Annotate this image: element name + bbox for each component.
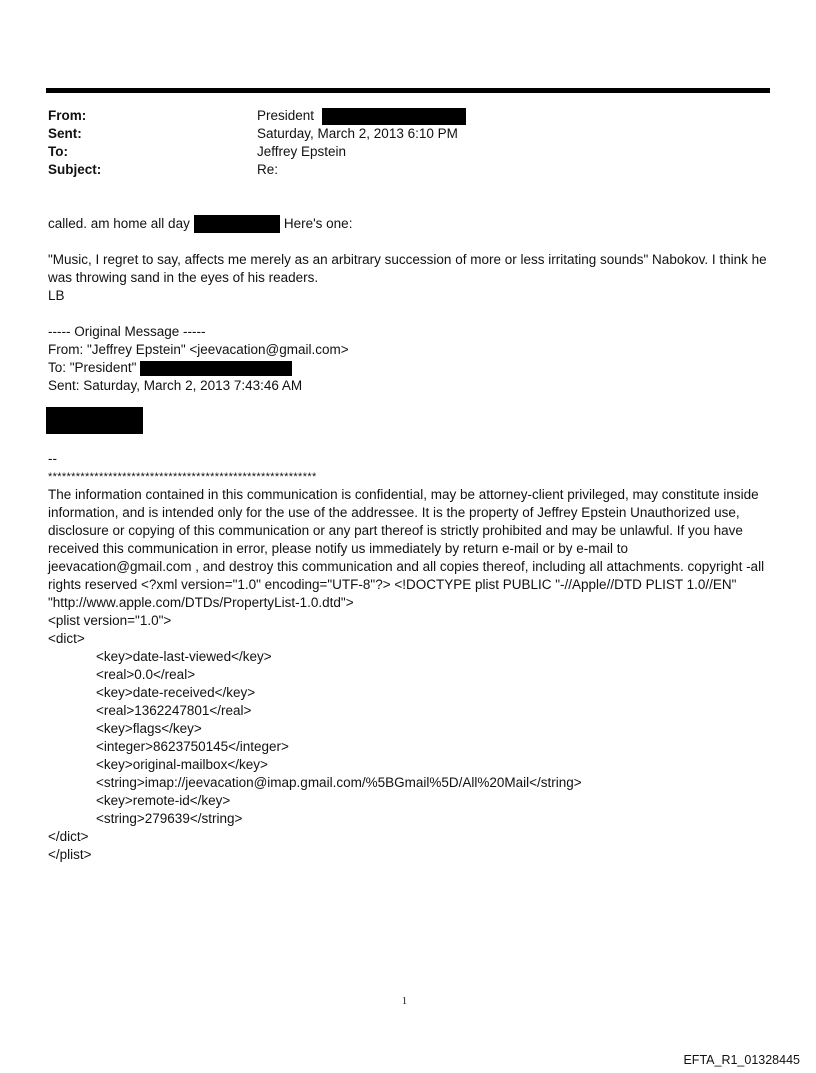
redaction-box (140, 361, 292, 376)
plist-close: </plist> (48, 847, 92, 862)
plist-line: <real>1362247801</real> (96, 703, 252, 718)
page-number: 1 (402, 996, 407, 1007)
plist-line: <string>279639</string> (96, 811, 243, 826)
header-rule (46, 88, 770, 93)
sent-value: Saturday, March 2, 2013 6:10 PM (257, 126, 458, 141)
original-divider: ----- Original Message ----- (48, 324, 206, 339)
original-to-row (48, 359, 770, 377)
to-label: To: (48, 144, 68, 159)
original-to: To: "President" (48, 360, 137, 375)
message-body (48, 215, 770, 233)
plist-line: <string>imap://jeevacation@imap.gmail.com/%5BGmail%5D/All%20Mail</string> (96, 775, 582, 790)
original-from: From: "Jeffrey Epstein" <jeevacation@gmail.com> (48, 342, 349, 357)
from-value (257, 107, 466, 125)
disclaimer (48, 450, 770, 612)
quote-text: "Music, I regret to say, affects me merely as an arbitrary succession of more or less irritating sounds" Nabokov. I think he was throwing sand in the eyes of his readers. (48, 252, 767, 285)
disclaimer-text: The information contained in this communication is confidential, may be attorney-client privileged, may constitute inside information, and is intended only for the use of the addressee. It is the property of Jeffrey Epstein Unauthorized use, disclosure or copying of this communication or any part thereof is strictly prohibited and may be unlawful. If you have received this communication in error, please notify us immediately by return e-mail or by e-mail to jeevacation@gmail.com , and destroy this communication and all copies thereof, including all attachments. copyright -all rights reserved <?xml version="1.0" encoding="UTF-8"?> <!DOCTYPE plist PUBLIC "-//Apple//DTD PLIST 1.0//EN" "http://www.apple.com/DTDs/PropertyList-1.0.dtd"> (48, 487, 765, 610)
message-line-1 (48, 215, 770, 233)
message-text: called. am home all day (48, 216, 190, 231)
redaction-box (46, 407, 143, 434)
redaction-box (322, 108, 466, 125)
star-divider: ********************************************************** (48, 471, 317, 483)
plist-line: <real>0.0</real> (96, 667, 196, 682)
dict-close: </dict> (48, 829, 89, 844)
signature: LB (48, 288, 65, 303)
from-label: From: (48, 108, 87, 123)
document-id: EFTA_R1_01328445 (683, 1053, 800, 1067)
to-value: Jeffrey Epstein (257, 144, 347, 159)
plist-line: <key>date-received</key> (96, 685, 256, 700)
original-sent: Sent: Saturday, March 2, 2013 7:43:46 AM (48, 378, 303, 393)
plist-line: <key>remote-id</key> (96, 793, 231, 808)
subject-value: Re: (257, 162, 279, 177)
subject-label: Subject: (48, 162, 102, 177)
message-text: Here's one: (283, 216, 353, 231)
plist-open: <plist version="1.0"> (48, 613, 172, 628)
from-name: President (257, 108, 315, 123)
plist-line: <key>date-last-viewed</key> (96, 649, 272, 664)
plist-line: <integer>8623750145</integer> (96, 739, 289, 754)
dict-open: <dict> (48, 631, 85, 646)
original-message (48, 323, 770, 395)
sent-label: Sent: (48, 126, 82, 141)
plist-line: <key>original-mailbox</key> (96, 757, 268, 772)
signature-dashes: -- (48, 451, 57, 466)
quote-block (48, 251, 770, 305)
redaction-box (194, 215, 280, 233)
plist-line: <key>flags</key> (96, 721, 202, 736)
plist-block (48, 612, 770, 864)
